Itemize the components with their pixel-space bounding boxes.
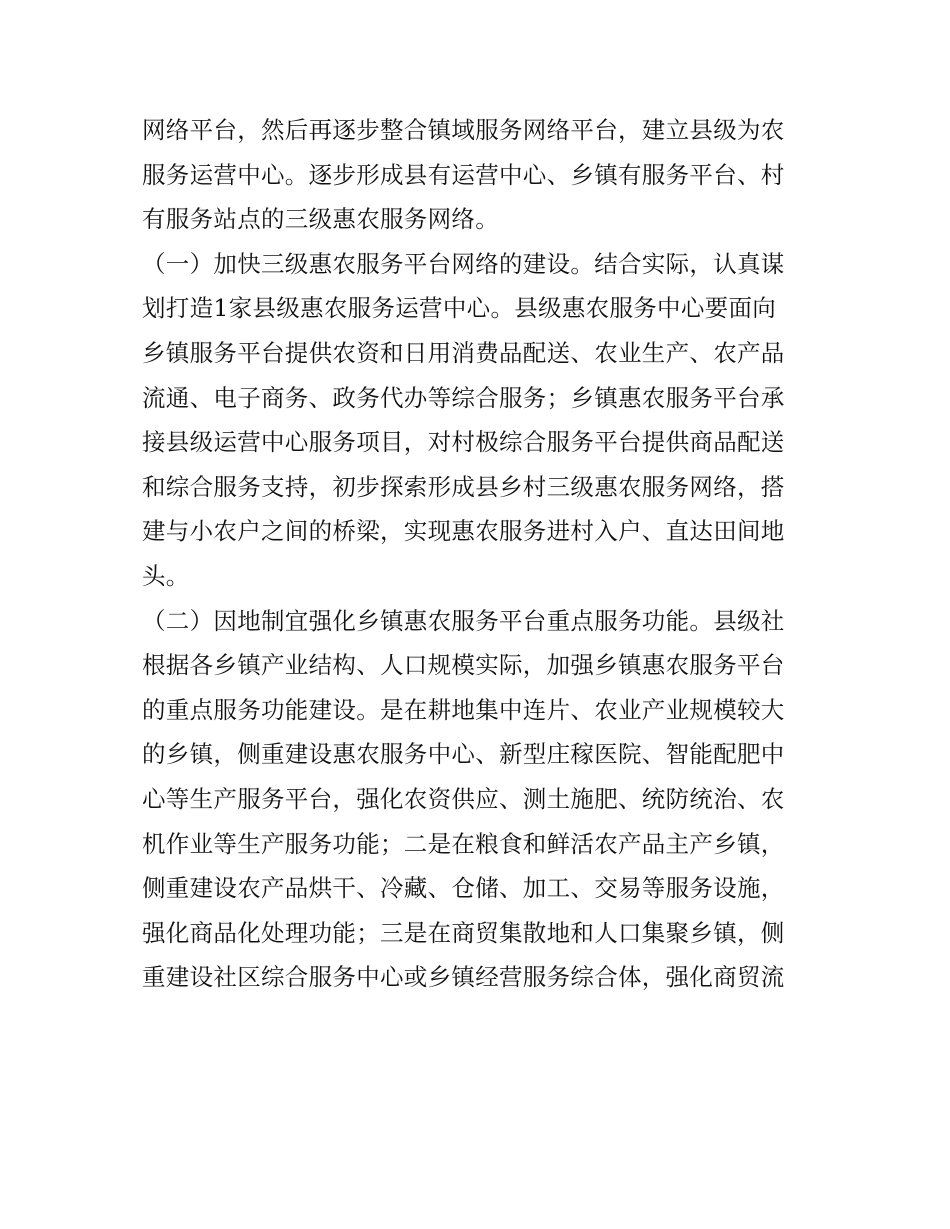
text-line: 有服务站点的三级惠农服务网络。 <box>142 205 499 234</box>
text-line: 机作业等生产服务功能；二是在粮食和鲜活农产品主产乡镇， <box>142 829 785 858</box>
text-line: （二）因地制宜强化乡镇惠农服务平台重点服务功能。县级社 <box>142 606 785 635</box>
text-line: 乡镇服务平台提供农资和日用消费品配送、农业生产、农产品 <box>142 338 785 367</box>
text-line: 重建设社区综合服务中心或乡镇经营服务综合体，强化商贸流 <box>142 963 785 992</box>
body-text <box>142 108 812 1000</box>
text-line: 根据各乡镇产业结构、人口规模实际，加强乡镇惠农服务平台 <box>142 651 785 680</box>
text-line: 头。 <box>142 561 190 590</box>
text-line: 侧重建设农产品烘干、冷藏、仓储、加工、交易等服务设施， <box>142 874 785 903</box>
text-line: 和综合服务支持，初步探索形成县乡村三级惠农服务网络，搭 <box>142 472 785 501</box>
text-line: 心等生产服务平台，强化农资供应、测土施肥、统防统治、农 <box>142 784 785 813</box>
text-line: 流通、电子商务、政务代办等综合服务；乡镇惠农服务平台承 <box>142 383 785 412</box>
text-line: （一）加快三级惠农服务平台网络的建设。结合实际，认真谋 <box>142 249 785 278</box>
text-line: 强化商品化处理功能；三是在商贸集散地和人口集聚乡镇，侧 <box>142 918 785 947</box>
text-line: 服务运营中心。逐步形成县有运营中心、乡镇有服务平台、村 <box>142 160 785 189</box>
text-line: 接县级运营中心服务项目，对村极综合服务平台提供商品配送 <box>142 428 785 457</box>
text-line: 划打造1家县级惠农服务运营中心。县级惠农服务中心要面向 <box>142 294 777 323</box>
text-line: 网络平台，然后再逐步整合镇域服务网络平台，建立县级为农 <box>142 116 785 144</box>
text-line: 的乡镇，侧重建设惠农服务中心、新型庄稼医院、智能配肥中 <box>142 740 785 769</box>
text-line: 的重点服务功能建设。是在耕地集中连片、农业产业规模较大 <box>142 695 785 724</box>
text-line: 建与小农户之间的桥梁，实现惠农服务进村入户、直达田间地 <box>142 517 785 546</box>
